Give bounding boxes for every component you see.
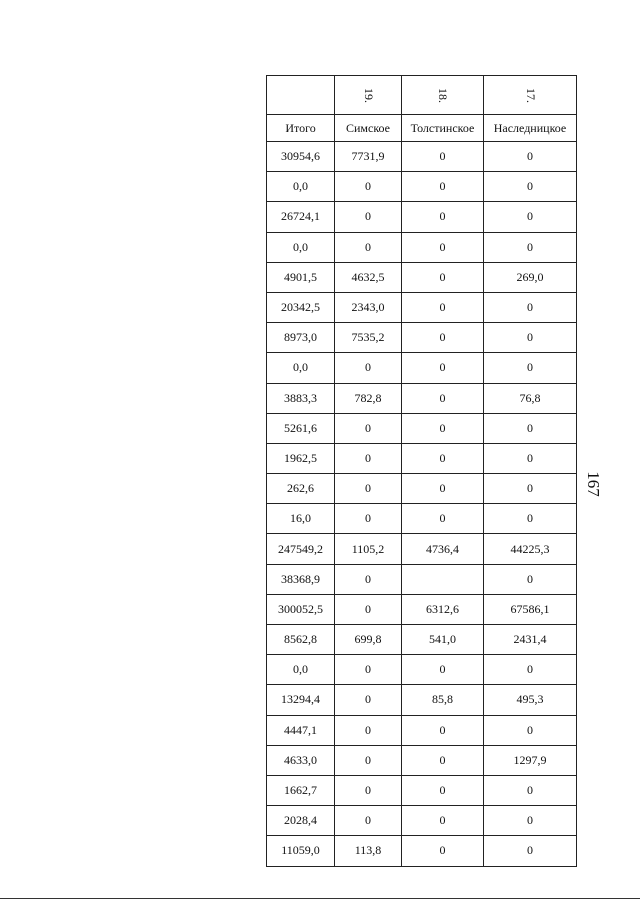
table-row: [267, 232, 577, 262]
table-cell: 0: [402, 262, 484, 292]
table-cell: 6312,6: [402, 594, 484, 624]
table-cell: 0: [484, 443, 577, 473]
table-cell: 0: [402, 775, 484, 805]
page-number: 167: [583, 471, 603, 497]
table-cell: 7535,2: [335, 323, 402, 353]
table-cell: 0: [335, 202, 402, 232]
table-cell: 0: [335, 504, 402, 534]
table-cell: 0: [402, 745, 484, 775]
header-row: [267, 115, 577, 142]
table-cell: 0: [335, 806, 402, 836]
table-cell: 0: [402, 232, 484, 262]
table-cell: 4901,5: [267, 262, 335, 292]
table-cell: 1105,2: [335, 534, 402, 564]
table-cell: 0: [402, 172, 484, 202]
table-row: [267, 142, 577, 172]
table-cell: 0: [402, 202, 484, 232]
table-row: [267, 594, 577, 624]
table-cell: 2343,0: [335, 292, 402, 322]
table-row: [267, 504, 577, 534]
table-cell: 0: [484, 292, 577, 322]
table-row: [267, 383, 577, 413]
table-row: [267, 474, 577, 504]
table-cell: 4632,5: [335, 262, 402, 292]
table-cell: 0,0: [267, 232, 335, 262]
table-cell: 0: [402, 292, 484, 322]
table-cell: 4447,1: [267, 715, 335, 745]
table-cell: 3883,3: [267, 383, 335, 413]
table-cell: 0: [335, 775, 402, 805]
table-cell: 699,8: [335, 625, 402, 655]
table-row: [267, 262, 577, 292]
table-row: [267, 655, 577, 685]
table-cell: 0: [484, 564, 577, 594]
header-naslednitskoe: Наследницкое: [484, 115, 577, 142]
table-cell: 0: [335, 564, 402, 594]
column-number-row: [267, 76, 577, 115]
table-row: [267, 292, 577, 322]
table-cell: 5261,6: [267, 413, 335, 443]
table-cell: 0: [484, 353, 577, 383]
table-row: [267, 745, 577, 775]
table-cell: 2028,4: [267, 806, 335, 836]
table-cell: 1962,5: [267, 443, 335, 473]
table-cell: 4736,4: [402, 534, 484, 564]
column-number-cell: [267, 76, 335, 115]
column-number-cell: 19.: [335, 76, 402, 115]
table-cell: 0: [484, 323, 577, 353]
table-cell: 26724,1: [267, 202, 335, 232]
table-cell: 0: [484, 142, 577, 172]
table-cell: 0: [402, 383, 484, 413]
table-cell: 7731,9: [335, 142, 402, 172]
table-cell: 0,0: [267, 172, 335, 202]
header-simskoe: Симское: [335, 115, 402, 142]
table-row: [267, 534, 577, 564]
table-row: [267, 806, 577, 836]
table-cell: 0: [335, 172, 402, 202]
table-cell: 0: [402, 413, 484, 443]
table-cell: 4633,0: [267, 745, 335, 775]
table-cell: 2431,4: [484, 625, 577, 655]
table-row: [267, 413, 577, 443]
table-cell: 0: [484, 836, 577, 866]
table-cell: 0: [335, 474, 402, 504]
table-row: [267, 715, 577, 745]
table-cell: 0: [402, 142, 484, 172]
table-row: [267, 353, 577, 383]
table-cell: [402, 564, 484, 594]
column-number-cell: 17.: [484, 76, 577, 115]
table-cell: 0: [335, 745, 402, 775]
table-cell: 1662,7: [267, 775, 335, 805]
table-cell: 0: [335, 594, 402, 624]
table-cell: 0: [402, 715, 484, 745]
bottom-divider: [0, 898, 640, 899]
table-cell: 0: [335, 413, 402, 443]
table-cell: 0: [402, 504, 484, 534]
table-cell: 0: [402, 323, 484, 353]
table-cell: 0: [484, 172, 577, 202]
table-body: [267, 142, 577, 867]
table-cell: 0: [335, 353, 402, 383]
table-cell: 0,0: [267, 655, 335, 685]
table-cell: 0: [484, 202, 577, 232]
table-cell: 541,0: [402, 625, 484, 655]
table-cell: 0: [335, 685, 402, 715]
table-cell: 44225,3: [484, 534, 577, 564]
table-row: [267, 323, 577, 353]
table-row: [267, 564, 577, 594]
table-row: [267, 685, 577, 715]
table-row: [267, 172, 577, 202]
table-cell: 247549,2: [267, 534, 335, 564]
table-cell: 0: [484, 232, 577, 262]
table-cell: 113,8: [335, 836, 402, 866]
table-cell: 0: [484, 775, 577, 805]
table-cell: 8562,8: [267, 625, 335, 655]
table-cell: 0: [402, 474, 484, 504]
table-cell: 495,3: [484, 685, 577, 715]
table-cell: 1297,9: [484, 745, 577, 775]
table-cell: 0: [484, 413, 577, 443]
table-cell: 20342,5: [267, 292, 335, 322]
table-cell: 0: [402, 353, 484, 383]
table-cell: 0: [484, 715, 577, 745]
budget-table: [266, 75, 577, 867]
table-cell: 0: [484, 504, 577, 534]
table-cell: 0: [335, 232, 402, 262]
header-tolstinskoe: Толстинское: [402, 115, 484, 142]
table-cell: 0: [335, 715, 402, 745]
table-row: [267, 775, 577, 805]
table-cell: 76,8: [484, 383, 577, 413]
table-cell: 0: [484, 474, 577, 504]
table-cell: 11059,0: [267, 836, 335, 866]
table-cell: 0: [402, 655, 484, 685]
table-cell: 0: [484, 655, 577, 685]
table-cell: 0: [402, 443, 484, 473]
table-cell: 0: [335, 655, 402, 685]
table-cell: 38368,9: [267, 564, 335, 594]
table-cell: 782,8: [335, 383, 402, 413]
table-cell: 67586,1: [484, 594, 577, 624]
header-total: Итого: [267, 115, 335, 142]
table-row: [267, 443, 577, 473]
table-cell: 269,0: [484, 262, 577, 292]
table-cell: 0: [335, 443, 402, 473]
table-row: [267, 202, 577, 232]
table-cell: 13294,4: [267, 685, 335, 715]
table-cell: 300052,5: [267, 594, 335, 624]
table-cell: 0: [402, 836, 484, 866]
table-cell: 8973,0: [267, 323, 335, 353]
table-cell: 16,0: [267, 504, 335, 534]
column-number-cell: 18.: [402, 76, 484, 115]
table-row: [267, 625, 577, 655]
table-cell: 262,6: [267, 474, 335, 504]
table-cell: 85,8: [402, 685, 484, 715]
table-row: [267, 836, 577, 866]
table-cell: 0: [484, 806, 577, 836]
table-cell: 30954,6: [267, 142, 335, 172]
table-cell: 0: [402, 806, 484, 836]
table-cell: 0,0: [267, 353, 335, 383]
